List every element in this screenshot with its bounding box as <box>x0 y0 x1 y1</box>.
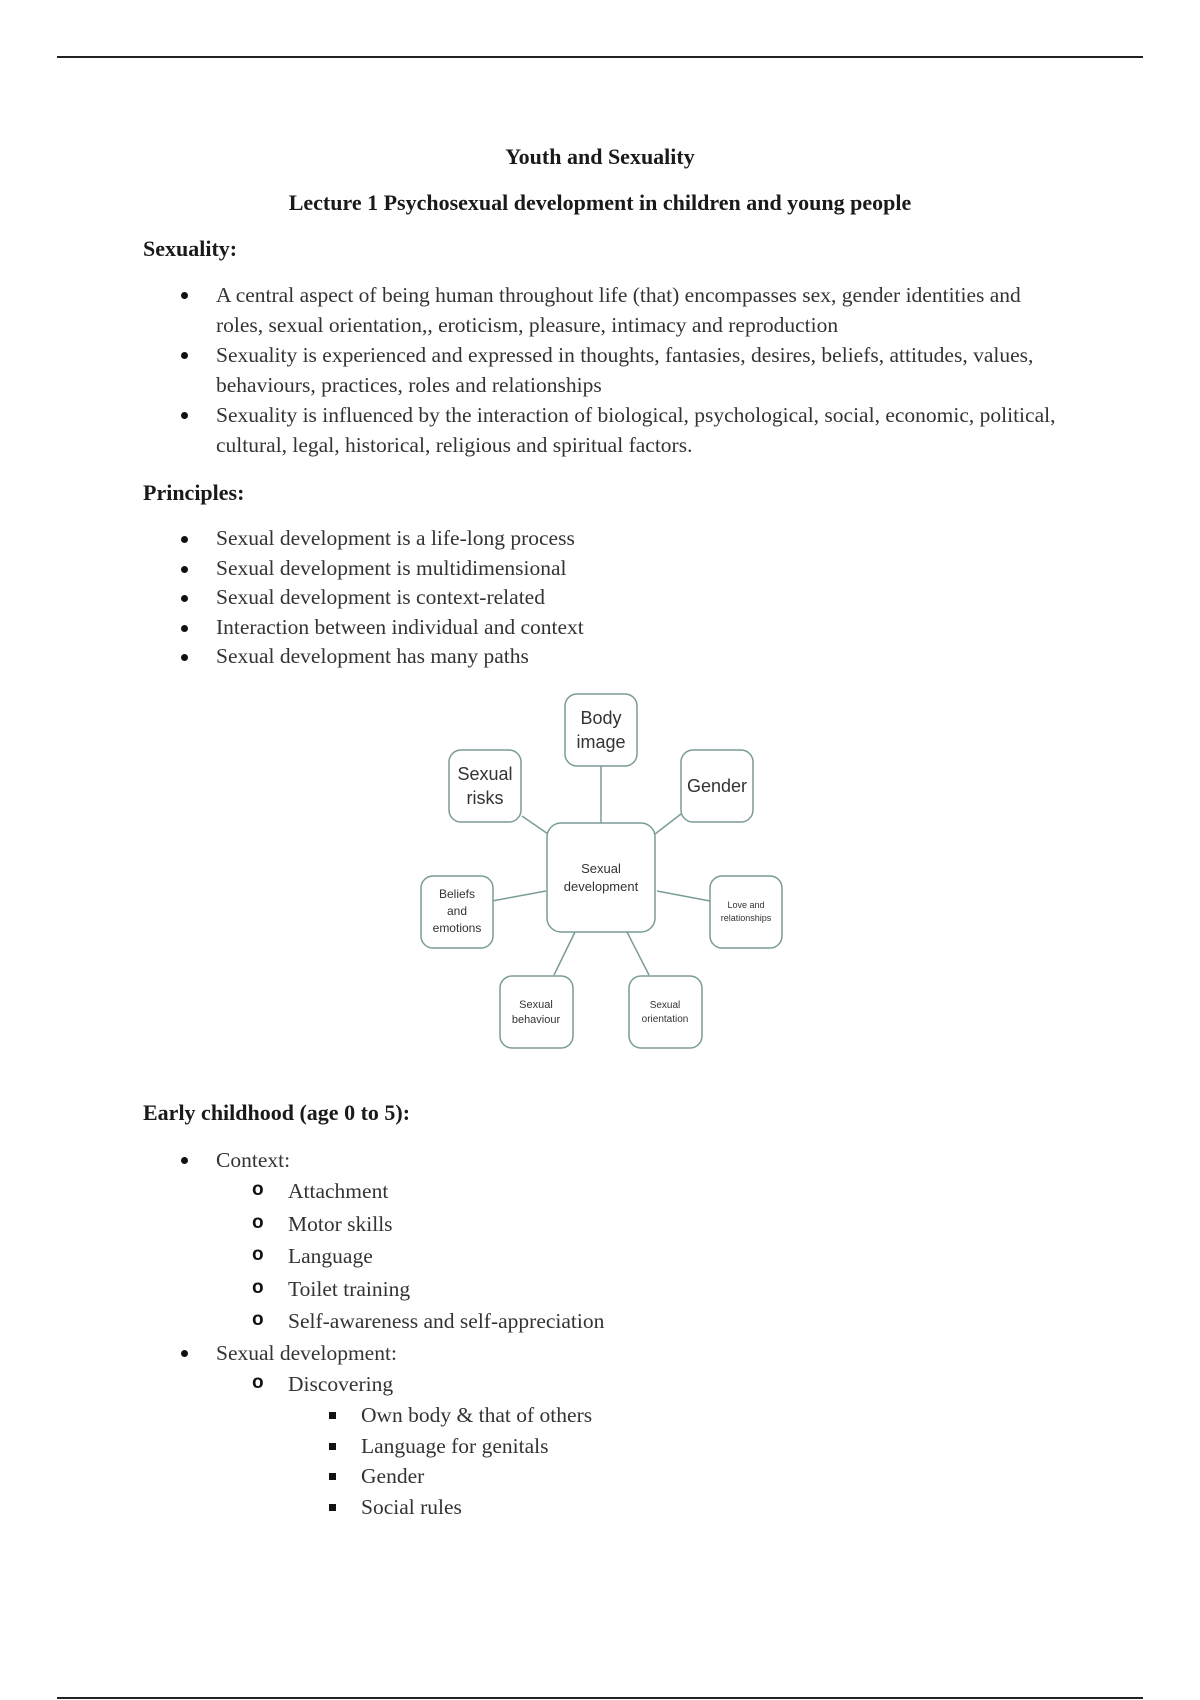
connector-behaviour <box>554 932 575 975</box>
list-item: o Attachment <box>0 1175 1066 1208</box>
node-orientation-line-2: orientation <box>641 1014 689 1025</box>
list-item <box>0 1338 1066 1523</box>
node-sexual-risks-line-1: Sexual <box>457 764 513 784</box>
list-item: Language for genitals <box>0 1431 1066 1462</box>
list-item: Sexual development has many paths <box>0 642 1066 672</box>
node-beliefs-line-1: Beliefs <box>438 887 476 901</box>
principles-heading: Principles: <box>143 480 245 505</box>
node-center-line-1: Sexual <box>581 861 621 876</box>
document-title: Youth and Sexuality <box>505 144 695 169</box>
context-label: Context: <box>216 1148 291 1172</box>
list-item: o Self-awareness and self-appreciation <box>0 1305 1066 1338</box>
discovering-sublist <box>288 1400 1066 1522</box>
early-childhood-list <box>0 1145 1066 1522</box>
diagram-node-behaviour <box>500 976 573 1048</box>
diagram-node-love <box>710 876 782 948</box>
list-item <box>0 1145 1066 1338</box>
diagram-node-orientation <box>629 976 702 1048</box>
sexuality-list <box>0 280 1066 460</box>
list-item: Sexual development is a life-long process <box>0 524 1066 554</box>
list-item: Sexuality is experienced and expressed in thoughts, fantasies, desires, beliefs, attitudes, values, behaviours, practices, roles and relationships <box>0 340 1066 400</box>
list-item: Sexual development is context-related <box>0 583 1066 613</box>
list-item: Own body & that of others <box>0 1400 1066 1431</box>
diagram-node-beliefs <box>421 876 493 948</box>
node-beliefs-line-2: and <box>446 904 468 918</box>
diagram-node-center <box>547 823 655 932</box>
connector-sexual-risks <box>522 816 548 834</box>
node-gender-line-1: Gender <box>686 776 748 796</box>
list-item: Gender <box>0 1461 1066 1492</box>
connector-beliefs <box>492 891 546 901</box>
node-love-line-1: Love and <box>727 900 765 910</box>
list-item: o Toilet training <box>0 1273 1066 1306</box>
principles-list <box>0 524 1066 672</box>
lecture-title: Lecture 1 Psychosexual development in children and young people <box>288 190 912 215</box>
sexual-development-label: Sexual development: <box>216 1340 397 1365</box>
node-love-line-2: relationships <box>720 913 772 923</box>
connector-orientation <box>627 932 649 975</box>
node-orientation-line-1: Sexual <box>649 1000 681 1011</box>
node-body-image-line-2: image <box>576 732 626 752</box>
list-item: Interaction between individual and context <box>0 613 1066 643</box>
node-behaviour-line-2: behaviour <box>511 1014 561 1026</box>
connector-love <box>657 891 710 901</box>
node-center-line-2: development <box>563 879 639 894</box>
list-item: Social rules <box>0 1492 1066 1523</box>
list-item: Sexual development is multidimensional <box>0 554 1066 584</box>
node-sexual-risks-line-2: risks <box>466 788 504 808</box>
list-item <box>0 1368 1066 1523</box>
connector-gender <box>655 814 681 834</box>
development-sublist <box>216 1368 1066 1523</box>
bottom-rule <box>57 1697 1143 1699</box>
diagram-node-body-image <box>565 694 637 766</box>
list-item: Sexuality is influenced by the interaction of biological, psychological, social, economic, political, cultural, legal, historical, religious and spiritual factors. <box>0 400 1066 460</box>
list-item: A central aspect of being human throughout life (that) encompasses sex, gender identities and roles, sexual orientation,, eroticism, pleasure, intimacy and reproduction <box>0 280 1066 340</box>
node-body-image-line-1: Body <box>580 708 622 728</box>
diagram-node-sexual-risks <box>449 750 521 822</box>
sexuality-heading: Sexuality: <box>143 236 238 261</box>
context-sublist <box>216 1175 1066 1338</box>
node-beliefs-line-3: emotions <box>432 921 482 935</box>
list-item: o Motor skills <box>0 1208 1066 1241</box>
node-behaviour-line-1: Sexual <box>519 999 553 1011</box>
discovering-label: Discovering <box>288 1371 394 1396</box>
list-item: o Language <box>0 1240 1066 1273</box>
early-childhood-heading: Early childhood (age 0 to 5): <box>143 1100 411 1125</box>
sexual-development-diagram <box>400 680 800 1070</box>
top-rule <box>57 56 1143 58</box>
diagram-node-gender <box>681 750 753 822</box>
